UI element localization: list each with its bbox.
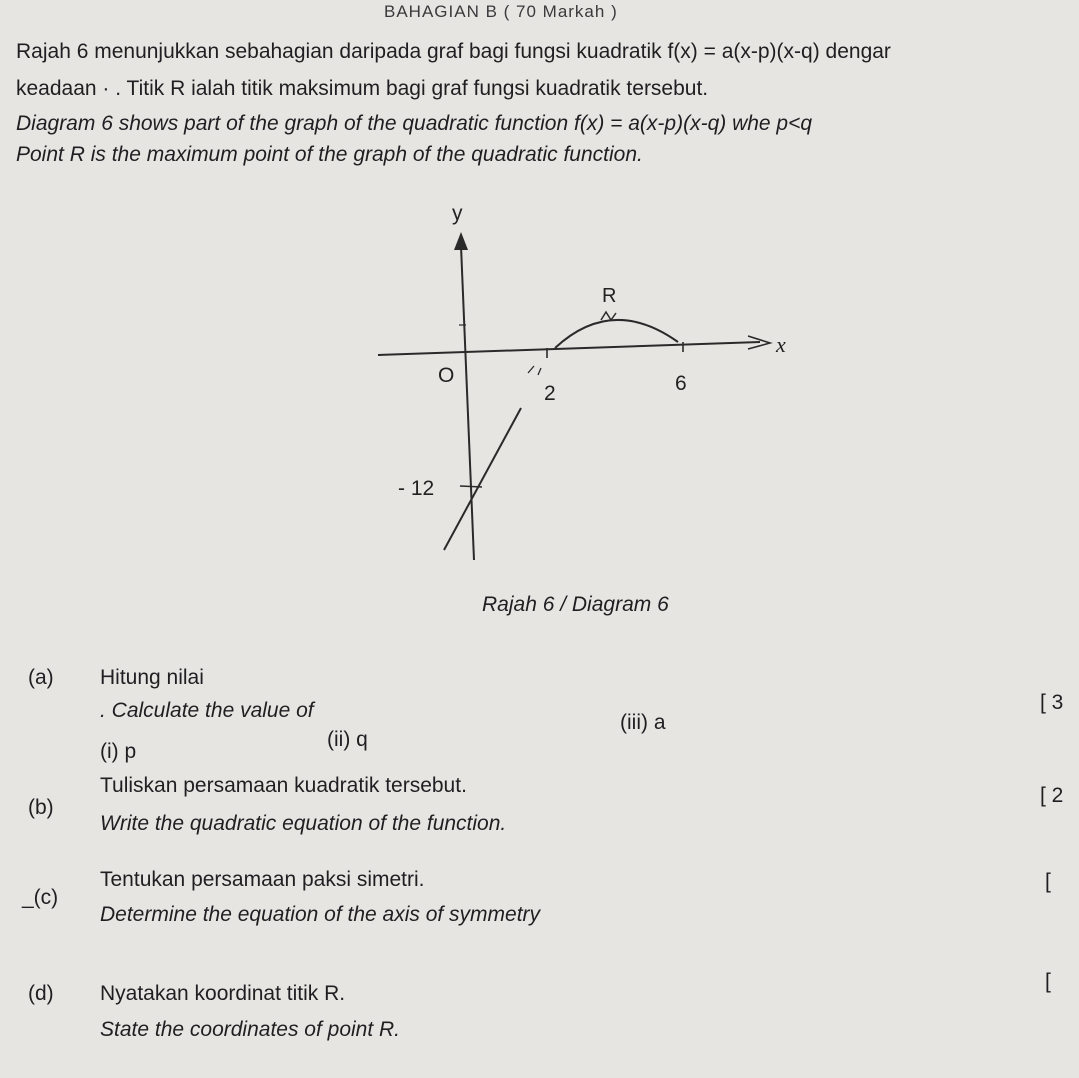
x-axis bbox=[378, 342, 760, 355]
question-a-part-ii: (ii) q bbox=[327, 728, 368, 751]
question-a-english: . Calculate the value of bbox=[100, 699, 314, 722]
parabola-arc bbox=[555, 320, 678, 348]
point-r-label: R bbox=[602, 285, 617, 307]
x-tick-label-2: 2 bbox=[544, 382, 556, 405]
question-a-marks: [ 3 bbox=[1040, 691, 1064, 714]
question-d-english: State the coordinates of point R. bbox=[100, 1018, 401, 1041]
question-c-letter: _(c) bbox=[22, 886, 59, 909]
question-b-english: Write the quadratic equation of the function. bbox=[100, 812, 507, 835]
section-header: BAHAGIAN B ( 70 Markah ) bbox=[384, 2, 618, 21]
question-a-letter: (a) bbox=[28, 666, 54, 689]
y-axis bbox=[461, 246, 474, 560]
x-tick-label-6: 6 bbox=[675, 372, 687, 395]
x-axis-label: x bbox=[776, 332, 786, 357]
question-c-english: Determine the equation of the axis of symmetry bbox=[100, 903, 541, 926]
intro-english-line-1: Diagram 6 shows part of the graph of the quadratic function f(x) = a(x-p)(x-q) whe p<q bbox=[16, 112, 813, 135]
intro-english-line-2: Point R is the maximum point of the graph of the quadratic function. bbox=[16, 143, 643, 166]
y-axis-arrow bbox=[454, 232, 468, 250]
question-b-marks: [ 2 bbox=[1040, 784, 1064, 807]
intro-malay-line-1: Rajah 6 menunjukkan sebahagian daripada graf bagi fungsi kuadratik f(x) = a(x-p)(x-q) dengar bbox=[16, 40, 891, 63]
question-b-malay: Tuliskan persamaan kuadratik tersebut. bbox=[100, 774, 467, 797]
question-c-malay: Tentukan persamaan paksi simetri. bbox=[100, 868, 425, 891]
question-a-malay: Hitung nilai bbox=[100, 666, 204, 689]
y-tick-label-minus-12: - 12 bbox=[398, 477, 435, 500]
question-c-marks: [ bbox=[1045, 870, 1051, 893]
y-axis-label: y bbox=[452, 202, 463, 225]
question-a-part-iii: (iii) a bbox=[620, 711, 666, 734]
axis-scratch-marks bbox=[528, 366, 541, 375]
origin-label: O bbox=[438, 364, 455, 387]
question-d-letter: (d) bbox=[28, 982, 54, 1005]
question-b-letter: (b) bbox=[28, 796, 54, 819]
question-d-marks: [ bbox=[1045, 970, 1051, 993]
question-a-part-i: (i) p bbox=[100, 740, 137, 763]
parabola-left-branch bbox=[444, 408, 521, 550]
maximum-point-r-mark bbox=[601, 312, 616, 320]
quadratic-graph-diagram bbox=[0, 190, 1079, 610]
diagram-caption: Rajah 6 / Diagram 6 bbox=[482, 593, 669, 616]
intro-malay-line-2: keadaan · . Titik R ialah titik maksimum bagi graf fungsi kuadratik tersebut. bbox=[16, 77, 709, 100]
question-d-malay: Nyatakan koordinat titik R. bbox=[100, 982, 346, 1005]
